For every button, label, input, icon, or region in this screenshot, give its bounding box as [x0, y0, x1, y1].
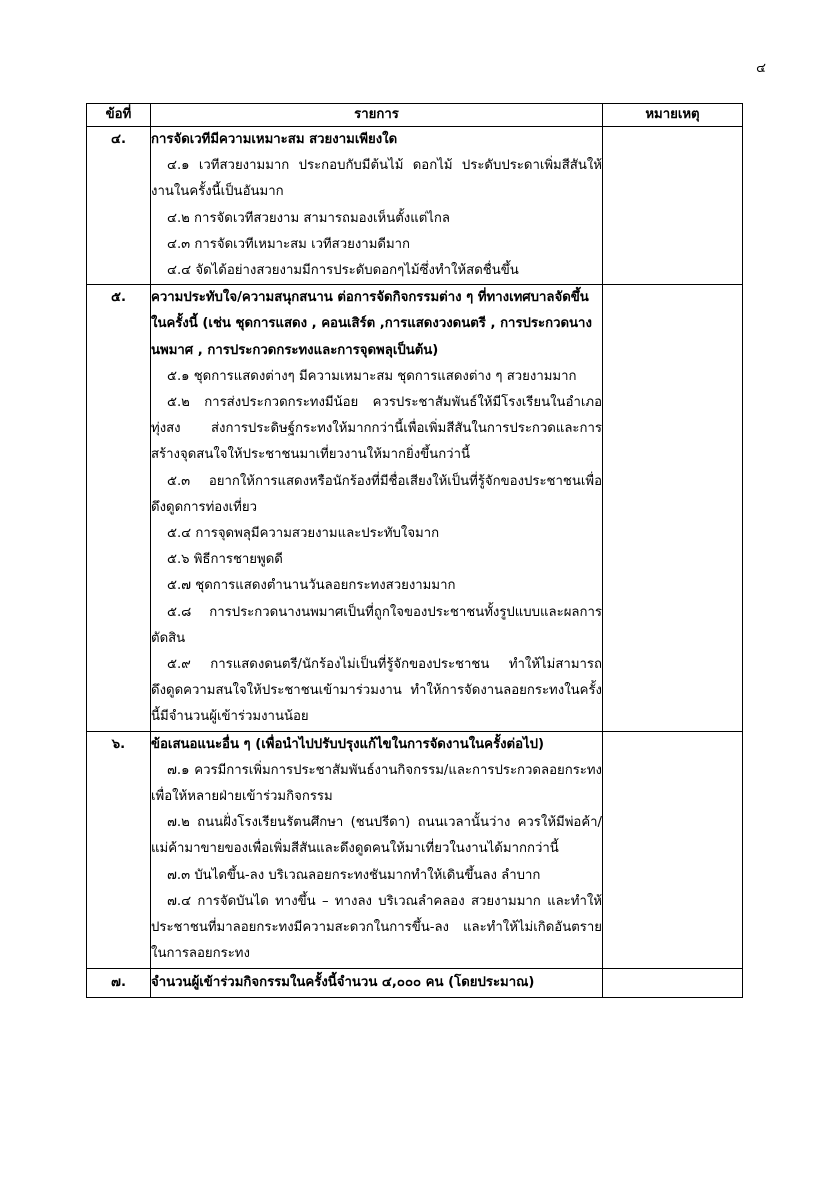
row-number: ๕.	[87, 285, 151, 731]
row-heading: การจัดเวทีมีความเหมาะสม สวยงามเพียงใด	[151, 132, 398, 147]
page-number: ๔	[756, 61, 766, 76]
sub-item: ๕.๗ ชุดการแสดงตำนานวันลอยกระทงสวยงามมาก	[167, 578, 456, 594]
sub-item: ๗.๓ บันไดขึ้น-ลง บริเวณลอยกระทงชันมากทำให้เดินขึ้นลง ลำบาก	[167, 867, 541, 883]
row-note	[603, 127, 743, 285]
sub-item: ๔.๒ การจัดเวทีสวยงาม สามารถมองเห็นตั้งแต่ไกล	[167, 210, 450, 226]
sub-item: ๕.๒ การส่งประกวดกระทงมีน้อย ควรประชาสัมพันธ์ให้มีโรงเรียนในอำเภอทุ่งสง ส่งการประดิษฐ์กระทงให้มากกว่านี้เพื่อเพิ่มสีสันในการประกวดและการสร้างจุดสนใจให้ประชาชนมาเที่ยวงานให้มากยิ่งขึ้นกว่านี้	[151, 395, 602, 463]
sub-item: ๕.๘ การประกวดนางนพมาศเป็นที่ถูกใจของประชาชนทั้งรูปแบบและผลการตัดสิน	[151, 604, 602, 646]
sub-item: ๔.๔ จัดได้อย่างสวยงามมีการประดับดอกๆไม้ซึ่งทำให้สดชื่นขึ้น	[167, 263, 519, 279]
row-content	[151, 285, 603, 731]
sub-item: ๕.๔ การจุดพลุมีความสวยงามและประทับใจมาก	[167, 526, 440, 542]
table-row	[87, 285, 743, 731]
row-number: ๗.	[87, 968, 151, 997]
sub-item: ๗.๑ ควรมีการเพิ่มการประชาสัมพันธ์งานกิจกรรม/และการประกวดลอยกระทงเพื่อให้หลายฝ่ายเข้าร่วมกิจกรรม	[151, 762, 602, 805]
table-row	[87, 968, 743, 997]
sub-item: ๔.๓ การจัดเวทีเหมาะสม เวทีสวยงามดีมาก	[167, 236, 411, 252]
table-row	[87, 731, 743, 968]
sub-item: ๕.๑ ชุดการแสดงต่างๆ มีความเหมาะสม ชุดการแสดงต่าง ๆ สวยงามมาก	[167, 368, 577, 384]
survey-results-table	[86, 103, 743, 998]
sub-item: ๕.๙ การแสดงดนตรี/นักร้องไม่เป็นที่รู้จักของประชาชน ทำให้ไม่สามารถดึงดูดความสนใจให้ประชาชนเข้ามาร่วมงาน ทำให้การจัดงานลอยกระทงในครั้งนี้มีจำนวนผู้เข้าร่วมงานน้อย	[151, 657, 602, 725]
row-heading: ความประทับใจ/ความสนุกสนาน ต่อการจัดกิจกรรมต่าง ๆ ที่ทางเทศบาลจัดขึ้นในครั้งนี้ (เช่น ชุดการแสดง , คอนเสิร์ต ,การแสดงวงดนตรี , การประกวดนางนพมาศ , การประกวดกระทงและการจุดพลุเป็นต้น)	[151, 290, 592, 358]
sub-item: ๕.๖ พิธีการชายพูดดี	[167, 552, 283, 568]
header-note: หมายเหตุ	[603, 104, 743, 127]
row-content	[151, 968, 603, 997]
table-row	[87, 127, 743, 285]
table-header-row	[87, 104, 743, 127]
row-heading: ข้อเสนอแนะอื่น ๆ (เพื่อนำไปปรับปรุงแก้ไขในการจัดงานในครั้งต่อไป)	[151, 736, 545, 752]
header-no: ข้อที่	[87, 104, 151, 127]
row-content	[151, 731, 603, 968]
row-note	[603, 731, 743, 968]
row-note	[603, 285, 743, 731]
sub-item: ๔.๑ เวทีสวยงามมาก ประกอบกับมีต้นไม้ ดอกไม้ ประดับประดาเพิ่มสีสันให้งานในครั้งนี้เป็นอันมาก	[151, 158, 602, 200]
sub-item: ๕.๓ อยากให้การแสดงหรือนักร้องที่มีชื่อเสียงให้เป็นที่รู้จักของประชาชนเพื่อดึงดูดการท่องเที่ยว	[151, 473, 602, 515]
header-item: รายการ	[151, 104, 603, 127]
row-note	[603, 968, 743, 997]
row-content	[151, 127, 603, 285]
row-number: ๖.	[87, 731, 151, 968]
row-heading: จำนวนผู้เข้าร่วมกิจกรรมในครั้งนี้จำนวน ๔,๐๐๐ คน (โดยประมาณ)	[151, 974, 535, 990]
row-number: ๔.	[87, 127, 151, 285]
sub-item: ๗.๔ การจัดบันได ทางขึ้น – ทางลง บริเวณลำคลอง สวยงามมาก และทำให้ประชาชนที่มาลอยกระทงมีความสะดวกในการขึ้น-ลง และทำให้ไม่เกิดอันตรายในการลอยกระทง	[151, 893, 602, 962]
sub-item: ๗.๒ ถนนฝั่งโรงเรียนรัตนศึกษา (ชนปรีดา) ถนนเวลานั้นว่าง ควรให้มีพ่อค้า/แม่ค้ามาขายของเพื่อเพิ่มสีสันและดึงดูดคนให้มาเที่ยวในงานได้มากกว่านี้	[151, 815, 602, 857]
